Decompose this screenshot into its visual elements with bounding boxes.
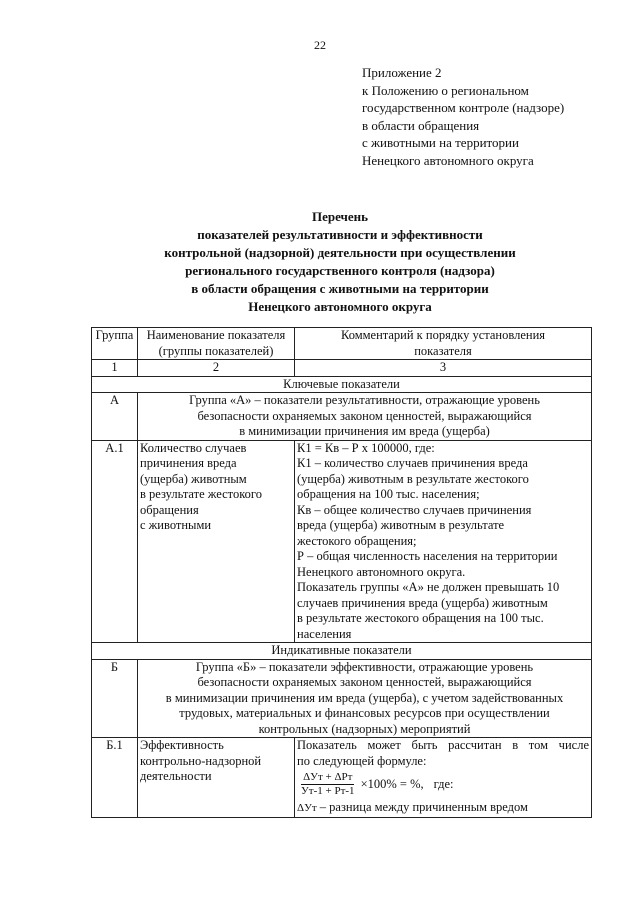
appendix-line: с животными на территории <box>362 135 519 150</box>
formula-symbol-definition: – разница между причиненным вредом <box>319 800 528 814</box>
column-number: 3 <box>295 360 592 377</box>
group-code: Б <box>92 659 138 738</box>
formula-where: где: <box>433 776 454 791</box>
title-line: регионального государственного контроля (надзора) <box>185 263 495 278</box>
document-title <box>60 208 620 316</box>
appendix-line: к Положению о региональном <box>362 82 529 98</box>
page-number: 22 <box>314 38 326 52</box>
appendix-line: Приложение 2 <box>362 65 442 80</box>
section-row-indicative <box>92 643 592 660</box>
appendix-line: в области обращения <box>362 117 480 133</box>
group-description: Группа «Б» – показатели эффективности, отражающие уровень безопасности охраняемых законом ценностей, выражающийся в минимизации причинения им вреда (ущерба), с учетом задействованных трудовых, материальных и финансовых ресурсов при осуществлении контрольных (надзорных) мероприятий <box>138 659 592 738</box>
title-line: Ненецкого автономного округа <box>248 299 432 314</box>
appendix-block <box>362 64 564 169</box>
header-comment: Комментарий к порядку установления показателя <box>295 328 592 360</box>
formula-tail: ×100% = %, <box>360 776 424 791</box>
efficiency-formula <box>299 771 589 798</box>
appendix-line: Ненецкого автономного округа <box>362 152 534 168</box>
indicator-name: Количество случаев причинения вреда (ущерба) животным в результате жестокого обращения с животными <box>138 440 295 643</box>
column-number: 2 <box>138 360 295 377</box>
formula-denominator: Ут-1 + Рт-1 <box>301 785 355 797</box>
appendix-line: государственном контроле (надзоре) <box>362 100 565 115</box>
group-b-row <box>92 659 592 738</box>
indicator-code: А.1 <box>92 440 138 643</box>
title-line: Перечень <box>311 209 369 224</box>
indicator-row-b1 <box>92 738 592 818</box>
column-number: 1 <box>92 360 138 377</box>
title-line: в области обращения с животными на территории <box>191 281 489 296</box>
indicator-comment: К1 = Кв – Р х 100000, где: К1 – количество случаев причинения вреда (ущерба) животным в результате жестокого обращения на 100 тыс. населения; Кв – общее количество случаев причинения вреда (ущерба) животным в результате жестокого обращения; Р – общая численность населения на территории Ненецкого автономного округа. Показатель группы «А» не должен превышать 10 случаев причинения вреда (ущерба) животным в результате жестокого обращения на 100 тыс. населения <box>295 440 592 643</box>
indicator-code: Б.1 <box>92 738 138 818</box>
table-number-row <box>92 360 592 377</box>
formula-symbol: ΔУт <box>297 802 317 814</box>
header-name: Наименование показателя (группы показателей) <box>138 328 295 360</box>
section-title: Ключевые показатели <box>92 376 592 393</box>
indicator-name: Эффективность контрольно-надзорной деятельности <box>138 738 295 818</box>
section-title: Индикативные показатели <box>92 643 592 660</box>
title-line: контрольной (надзорной) деятельности при осуществлении <box>164 245 516 260</box>
section-row-key <box>92 376 592 393</box>
header-group: Группа <box>92 328 138 360</box>
title-line: показателей результативности и эффективности <box>197 227 483 242</box>
group-a-row <box>92 393 592 441</box>
indicator-comment: Показатель может быть рассчитан в том числе по следующей формуле: $\frac{\text{ΔУт + ΔРт}}{Ут-1 + Рт-1}$ ×100% = %, где: ΔУт – разница между причиненным вредом <box>295 738 592 818</box>
group-code: А <box>92 393 138 441</box>
group-description: Группа «А» – показатели результативности, отражающие уровень безопасности охраняемых законом ценностей, выражающийся в минимизации причинения им вреда (ущерба) <box>138 393 592 441</box>
table-header-row <box>92 328 592 360</box>
indicators-table <box>91 327 592 818</box>
indicator-row-a1 <box>92 440 592 643</box>
formula-numerator: ΔУт + ΔРт <box>303 771 353 783</box>
